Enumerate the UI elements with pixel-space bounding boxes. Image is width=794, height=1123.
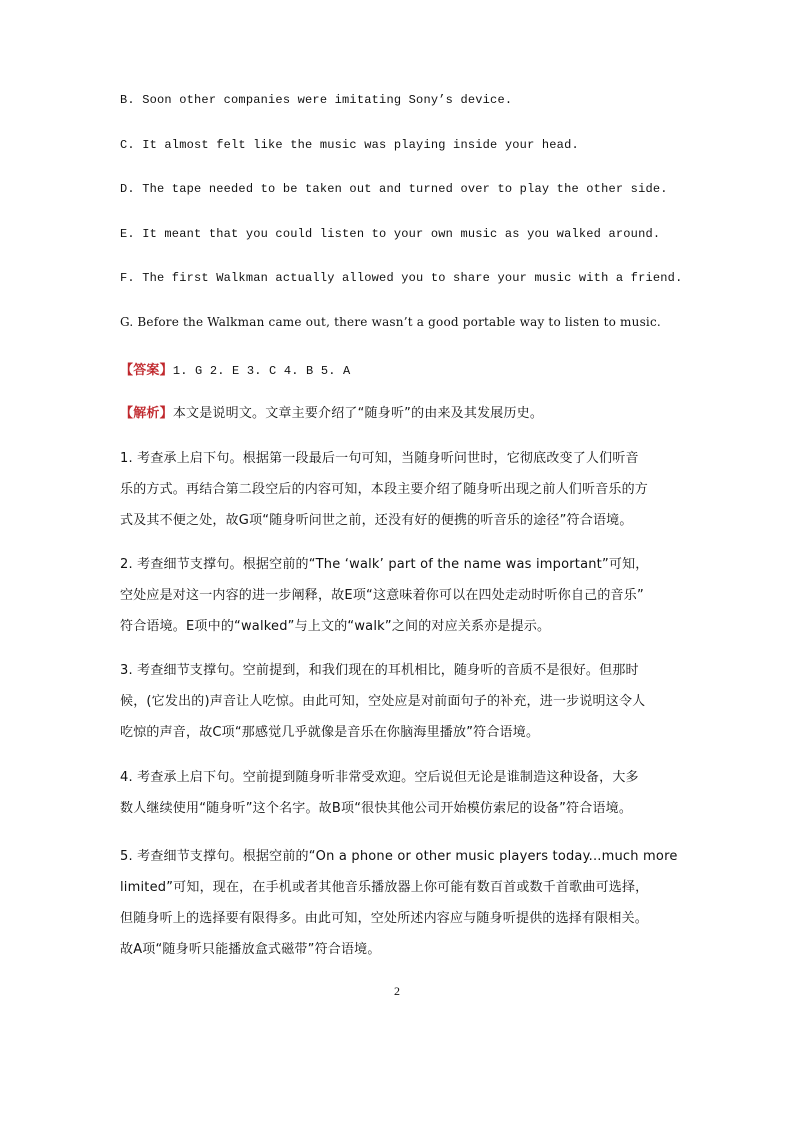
item-5-line-4: 故A项“随身听只能播放盒式磁带”符合语境。 bbox=[120, 942, 381, 957]
item-3-line-3: 吃惊的声音，故C项“那感觉几乎就像是音乐在你脑海里播放”符合语境。 bbox=[120, 725, 540, 740]
item-3-line-2: 候，(它发出的)声音让人吃惊。由此可知，空处应是对前面句子的补充，进一步说明这令人 bbox=[120, 694, 646, 709]
item-1-line-2: 乐的方式。再结合第二段空后的内容可知，本段主要介绍了随身听出现之前人们听音乐的方 bbox=[120, 482, 649, 497]
option-d: D. The tape needed to be taken out and turned over to play the other side. bbox=[120, 182, 668, 196]
item-4-line-2: 数人继续使用“随身听”这个名字。故B项“很快其他公司开始模仿索尼的设备”符合语境。 bbox=[120, 801, 633, 816]
item-5-line-2: limited”可知，现在，在手机或者其他音乐播放器上你可能有数百首或数千首歌曲可选择， bbox=[120, 880, 649, 895]
option-g: G. Before the Walkman came out, there wasn’t a good portable way to listen to music. bbox=[120, 315, 661, 329]
answer-line bbox=[120, 359, 350, 378]
page-number: 2 bbox=[394, 984, 400, 998]
item-2-line-1: 2. 考查细节支撑句。根据空前的“The ‘walk’ part of the name was important”可知， bbox=[120, 557, 649, 572]
answer-text: 1. G 2. E 3. C 4. B 5. A bbox=[172, 364, 351, 378]
item-1-line-1: 1. 考查承上启下句。根据第一段最后一句可知，当随身听问世时，它彻底改变了人们听音 bbox=[120, 451, 639, 466]
item-5-line-1: 5. 考查细节支撑句。根据空前的“On a phone or other music players today...much more bbox=[120, 849, 678, 864]
item-3-line-1: 3. 考查细节支撑句。空前提到，和我们现在的耳机相比，随身听的音质不是很好。但那时 bbox=[120, 663, 639, 678]
analysis-label: 【解析】 bbox=[120, 406, 173, 421]
option-f: F. The first Walkman actually allowed you to share your music with a friend. bbox=[120, 271, 683, 285]
option-c: C. It almost felt like the music was playing inside your head. bbox=[120, 138, 579, 152]
analysis-line bbox=[120, 402, 543, 421]
analysis-intro: 本文是说明文。文章主要介绍了“随身听”的由来及其发展历史。 bbox=[172, 406, 544, 421]
item-5-line-3: 但随身听上的选择要有限得多。由此可知，空处所述内容应与随身听提供的选择有限相关。 bbox=[120, 911, 649, 926]
item-1-line-3: 式及其不便之处，故G项“随身听问世之前，还没有好的便携的听音乐的途径”符合语境。 bbox=[120, 513, 633, 528]
item-4-line-1: 4. 考查承上启下句。空前提到随身听非常受欢迎。空后说但无论是谁制造这种设备，大多 bbox=[120, 770, 639, 785]
answer-label: 【答案】 bbox=[120, 363, 173, 378]
item-2-line-2: 空处应是对这一内容的进一步阐释，故E项“这意味着你可以在四处走动时听你自己的音乐” bbox=[120, 588, 644, 603]
option-b: B. Soon other companies were imitating Sony’s device. bbox=[120, 93, 513, 107]
option-e: E. It meant that you could listen to your own music as you walked around. bbox=[120, 227, 661, 241]
item-2-line-3: 符合语境。E项中的“walked”与上文的“walk”之间的对应关系亦是提示。 bbox=[120, 619, 551, 634]
